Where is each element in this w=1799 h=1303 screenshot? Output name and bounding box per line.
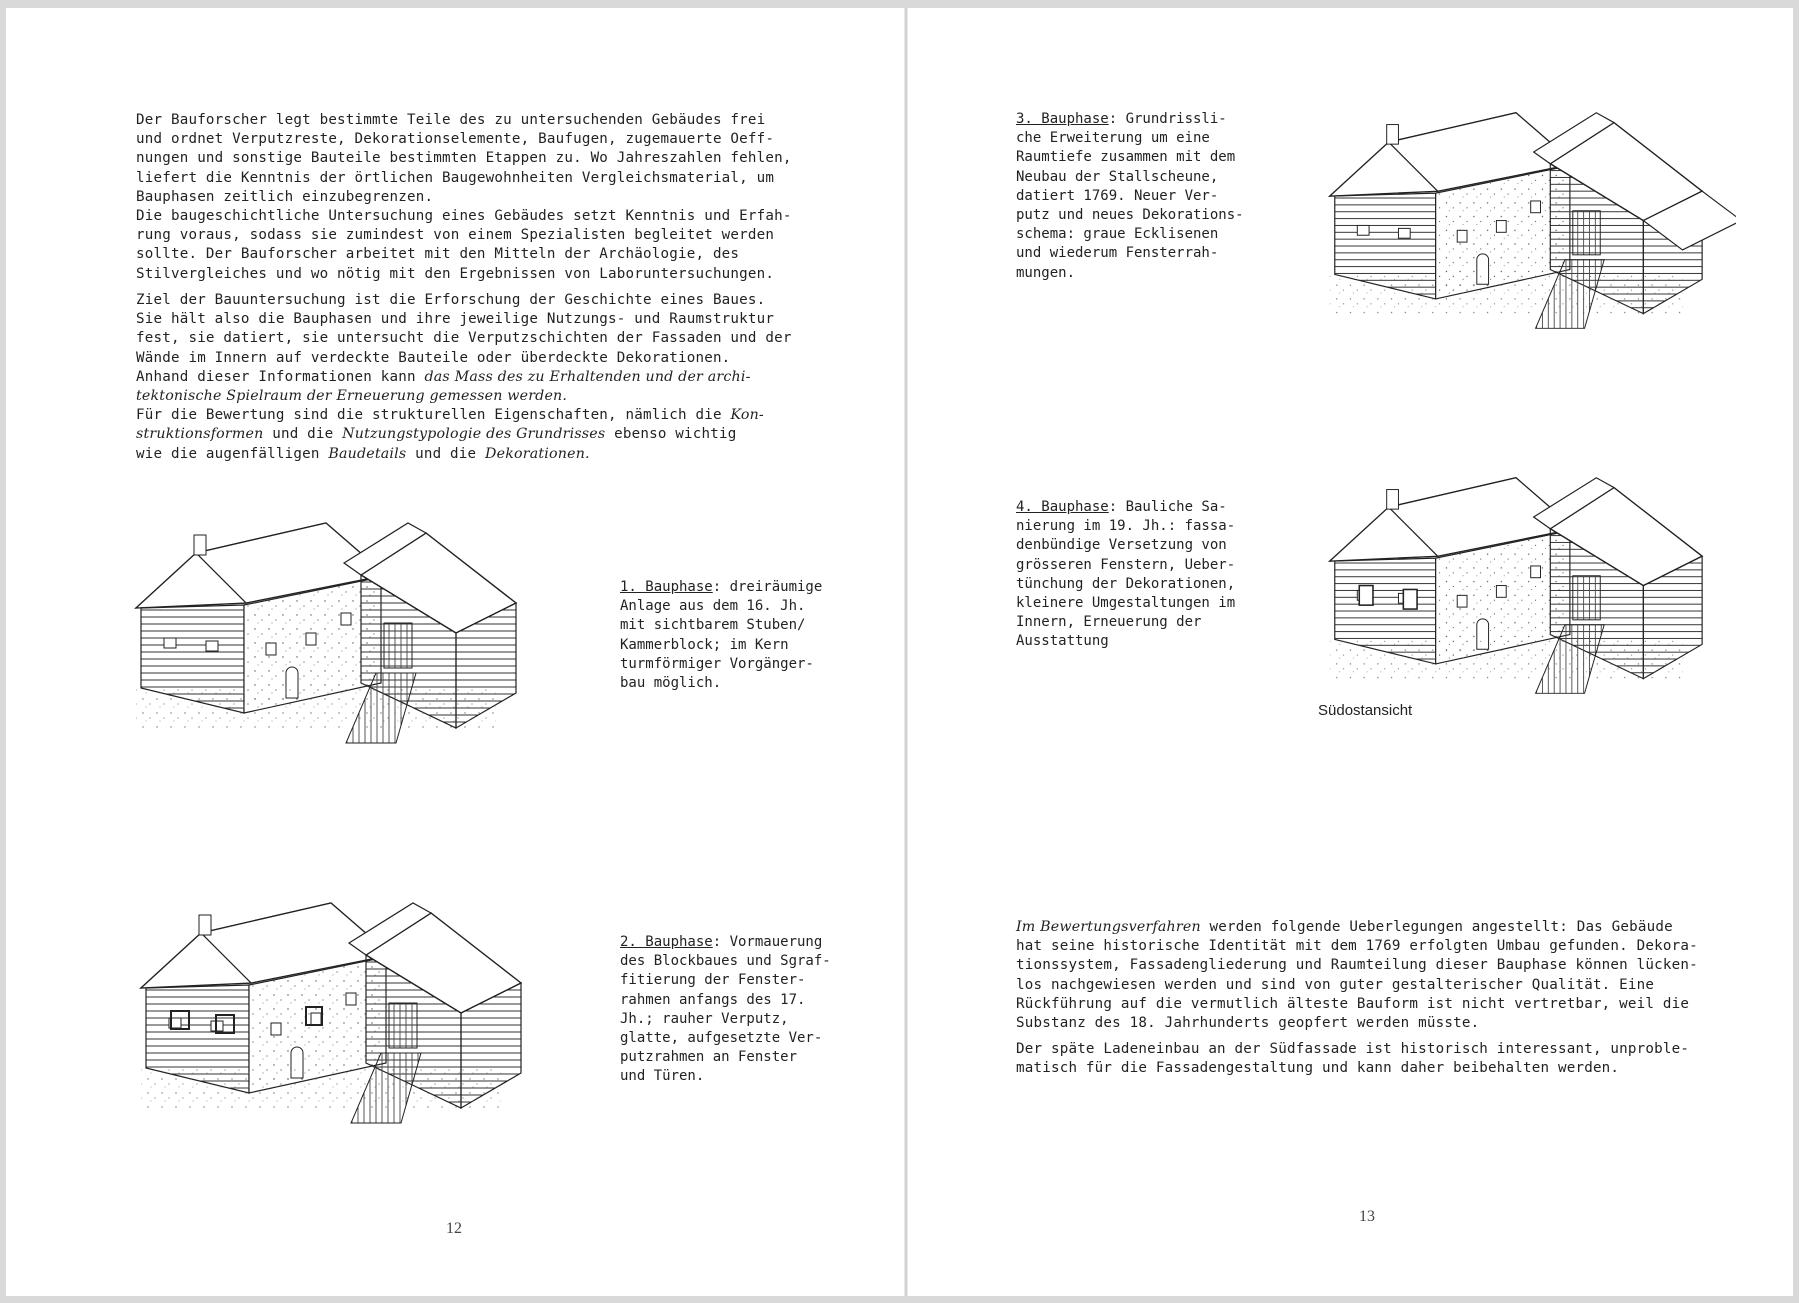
page-number-right: 13 xyxy=(1359,1208,1375,1225)
goal-text-4: ebenso wichtig wie die augenfälligen xyxy=(136,426,737,462)
phase2-text: : Vormauerung des Blockbaues und Sgraf- fitierung der Fenster- rahmen anfangs des 17. Jh.; rauher Verputz, glatte, aufgesetzte Ver- putzrahmen an Fenster und Türen. xyxy=(620,934,831,1085)
intro-paragraph: Der Bauforscher legt bestimmte Teile des zu untersuchenden Gebäudes frei und ordnet Verputzreste, Dekorationselemente, Baufugen, zugemauerte Oeff- nungen und sonstige Bauteile bestimmten Etappen zu. Wo Jahreszahlen fehlen, liefert die Kenntnis der örtlichen Baugewohnheiten Vergleichsmaterial, um Bauphasen zeitlich einzubegrenzen. Die baugeschichtliche Untersuchung eines Gebäudes setzt Kenntnis und Erfah- rung voraus, sodass sie zumindest von einem Spezialisten begleitet werden sollte. Der Bauforscher arbeitet mit den Mitteln der Archäologie, des Stilvergleiches und wo nötig mit den Ergebnissen von Laboruntersuchungen. xyxy=(136,112,792,282)
page-left xyxy=(6,8,906,1296)
phase1-text: : dreiräumige Anlage aus dem 16. Jh. mit sichtbarem Stuben/ Kammerblock; im Kern turmförmiger Vorgänger- bau möglich. xyxy=(620,579,823,692)
phase2-title: 2. Bauphase xyxy=(620,934,713,950)
phase1-title: 1. Bauphase xyxy=(620,579,713,595)
phase4-text: : Bauliche Sa- nierung im 19. Jh.: fassa- denbündige Versetzung von grösseren Fenstern, Ueber- tünchung der Dekorationen, kleinere Umgestaltungen im Innern, Erneuerung der Ausstattung xyxy=(1016,499,1236,650)
goal-text-2: Für die Bewertung sind die strukturellen Eigenschaften, nämlich die xyxy=(136,407,722,424)
phase3-drawing xyxy=(1296,103,1736,343)
phase1-caption xyxy=(620,578,860,693)
goal-italic-2: Kon- struktionsformen xyxy=(136,407,764,443)
phase1-drawing xyxy=(126,513,526,758)
phase3-caption xyxy=(1016,110,1256,283)
booklet-spread xyxy=(6,8,1793,1296)
goal-italic-4: Baudetails xyxy=(328,445,407,462)
phase3-title: 3. Bauphase xyxy=(1016,111,1109,127)
phase4-caption xyxy=(1016,498,1256,652)
shop-paragraph: Der späte Ladeneinbau an der Südfassade ist historisch interessant, unproble- matisch für die Fassadengestaltung und kann daher beibehalten werden. xyxy=(1016,1041,1690,1077)
phase4-drawing xyxy=(1296,468,1736,708)
page-number-left: 12 xyxy=(446,1220,462,1237)
goal-text-3: und die xyxy=(263,426,343,443)
phase3-text: : Grundrissli- che Erweiterung um eine Raumtiefe zusammen mit dem Neubau der Stallscheune, datiert 1769. Neuer Ver- putz und neues Dekorations- schema: graue Ecklisenen und wiederum Fensterrah- mungen. xyxy=(1016,111,1244,281)
view-label: Südostansicht xyxy=(1318,702,1413,719)
goal-italic-1: das Mass des zu Erhaltenden und der archi- tektonische Spielraum der Erneuerung gemessen werden. xyxy=(136,368,751,405)
goal-text-1: Ziel der Bauuntersuchung ist die Erforschung der Geschichte eines Baues. Sie hält also die Bauphasen und ihre jeweilige Nutzungs- und Raumstruktur fest, sie datiert, sie untersucht die Verputzschichten der Fassaden und der Wände im Innern auf verdeckte Bauteile oder überdeckte Dekorationen. Anhand dieser Informationen kann xyxy=(136,292,792,385)
goal-paragraph xyxy=(136,291,856,464)
page-right xyxy=(906,8,1793,1296)
phase4-title: 4. Bauphase xyxy=(1016,499,1109,515)
goal-italic-3: Nutzungstypologie des Grundrisses xyxy=(342,426,606,443)
evaluation-italic: Im Bewertungsverfahren xyxy=(1016,919,1201,935)
goal-italic-5: Dekorationen. xyxy=(485,445,590,462)
goal-text-5: und die xyxy=(406,445,486,462)
phase2-drawing xyxy=(131,893,531,1138)
phase2-caption xyxy=(620,933,860,1087)
evaluation-text: werden folgende Ueberlegungen angestellt: Das Gebäude hat seine historische Identität mit dem 1769 erfolgten Umbau gefunden. Dekora- tionssystem, Fassadengliederung und Raumteilung dieser Bauphase können lücken- los nachgewiesen werden und sind von guter gestalterischer Qualität. Eine Rückführung auf die vermutlich älteste Bauform ist nicht vertretbar, weil die Substanz des 18. Jahrhunderts geopfert werden müsste. xyxy=(1016,919,1698,1032)
evaluation-paragraph xyxy=(1016,918,1756,1033)
